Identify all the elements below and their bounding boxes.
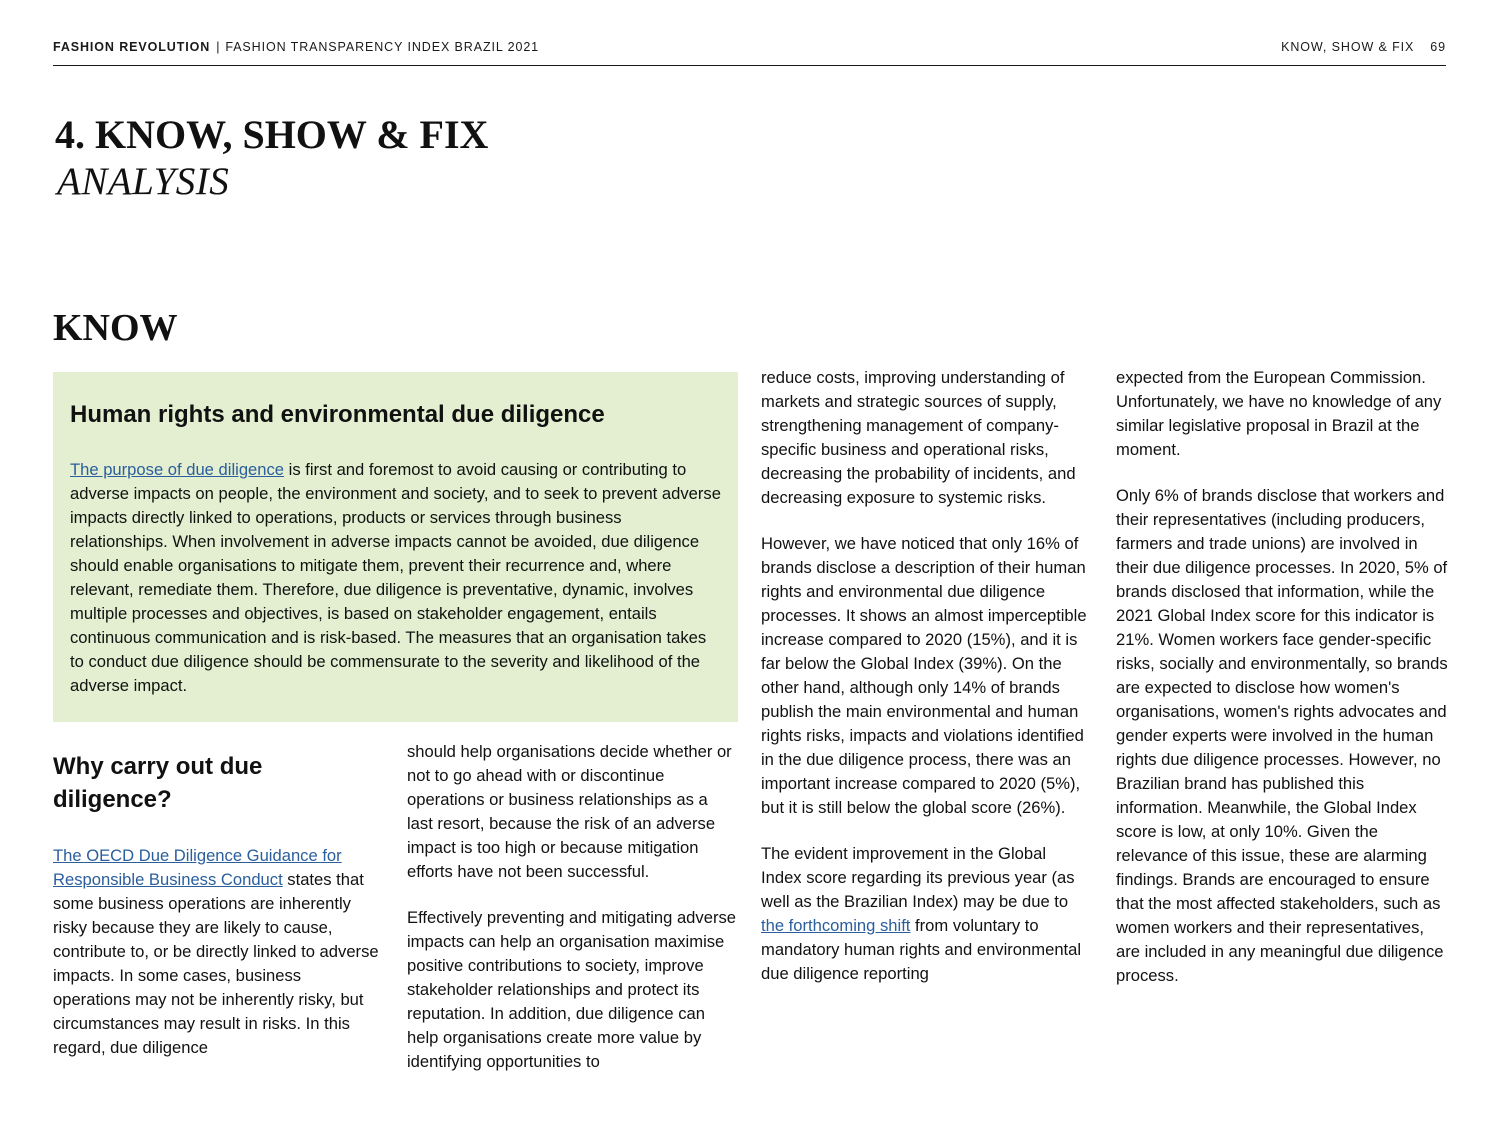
purpose-of-due-diligence-link[interactable]: The purpose of due diligence: [70, 460, 285, 479]
forthcoming-shift-link[interactable]: the forthcoming shift: [761, 916, 911, 935]
column-3-text-after: from voluntary to mandatory human rights and environmental due diligence reporting: [761, 916, 1082, 983]
header-left: [53, 40, 539, 54]
header-right: [1281, 40, 1446, 54]
column-3-text-before: The evident improvement in the Global Index score regarding its previous year (as well as the Brazilian Index) may be due to: [761, 844, 1075, 911]
page-title: 4. KNOW, SHOW & FIX: [55, 112, 489, 157]
callout-body: [70, 458, 722, 698]
header-separator: |: [216, 40, 221, 54]
column-4: [1116, 366, 1451, 988]
why-due-diligence-heading: Why carry out due diligence?: [53, 753, 263, 813]
oecd-guidance-link[interactable]: The OECD Due Diligence Guidance for Responsible Business Conduct: [53, 846, 342, 889]
page-header: [53, 38, 1446, 66]
page-subtitle: ANALYSIS: [57, 160, 230, 203]
header-brand: FASHION REVOLUTION: [53, 40, 211, 54]
page-number: 69: [1430, 40, 1446, 54]
header-publication: FASHION TRANSPARENCY INDEX BRAZIL 2021: [225, 40, 540, 54]
column-3-paragraph-1: reduce costs, improving understanding of markets and strategic sources of supply, strengthening management of company-specific business and operational risks, decreasing the probability of incidents, and decreasing exposure to systemic risks.: [761, 368, 1076, 507]
column-1-text: states that some business operations are inherently risky because they are likely to cause, contribute to, or be directly linked to adverse impacts. In some cases, business operations may not be inherently risky, but circumstances may result in risks. In this regard, due diligence: [53, 870, 379, 1057]
column-4-paragraph-2: Only 6% of brands disclose that workers and their representatives (including producers, farmers and trade unions) are involved in their due diligence processes. In 2020, 5% of brands disclosed that information, while the 2021 Global Index score for this indicator is 21%. Women workers face gender-specific risks, socially and environmentally, so brands are expected to disclose how women's organisations, women's rights advocates and gender experts were involved in the human rights due diligence processes. However, no Brazilian brand has published this information. Meanwhile, the Global Index score is low, at only 10%. Given the relevance of this issue, these are alarming findings. Brands are encouraged to ensure that the most affected stakeholders, such as women workers and their representatives, are included in any meaningful due diligence process.: [1116, 486, 1448, 985]
column-3: [761, 366, 1091, 986]
callout-heading: Human rights and environmental due diligence: [70, 401, 605, 428]
section-heading-know: KNOW: [53, 307, 178, 349]
callout-body-text: is first and foremost to avoid causing or contributing to adverse impacts on people, the environment and society, and to seek to prevent adverse impacts directly linked to operations, products or services through business relationships. When involvement in adverse impacts cannot be avoided, due diligence should enable organisations to mitigate them, prevent their recurrence and, where relevant, remediate them. Therefore, due diligence is preventative, dynamic, involves multiple processes and objectives, is based on stakeholder engagement, entails continuous communication and is risk-based. The measures that an organisation takes to conduct due diligence should be commensurate to the severity and likelihood of the adverse impact.: [70, 460, 721, 695]
header-section: KNOW, SHOW & FIX: [1281, 40, 1415, 54]
column-4-paragraph-1: expected from the European Commission. Unfortunately, we have no knowledge of any similar legislative proposal in Brazil at the moment.: [1116, 368, 1442, 459]
column-1-paragraph: [53, 844, 383, 1060]
due-diligence-callout: [53, 372, 738, 722]
column-2-paragraph-2: Effectively preventing and mitigating adverse impacts can help an organisation maximise positive contributions to society, improve stakeholder relationships and protect its reputation. In addition, due diligence can help organisations create more value by identifying opportunities to: [407, 908, 736, 1071]
column-3-paragraph-3: [761, 842, 1091, 986]
column-2-paragraph-1: should help organisations decide whether or not to go ahead with or discontinue operations or business relationships as a last resort, because the risk of an adverse impact is too high or because mitigation efforts have not been successful.: [407, 742, 732, 881]
column-3-paragraph-2: However, we have noticed that only 16% of brands disclose a description of their human rights and environmental due diligence processes. It shows an almost imperceptible increase compared to 2020 (15%), and it is far below the Global Index (39%). On the other hand, although only 14% of brands publish the main environmental and human rights risks, impacts and violations identified in the due diligence process, there was an important increase compared to 2020 (5%), but it is still below the global score (26%).: [761, 534, 1087, 817]
column-1: [53, 750, 383, 1060]
column-2: [407, 740, 737, 1074]
